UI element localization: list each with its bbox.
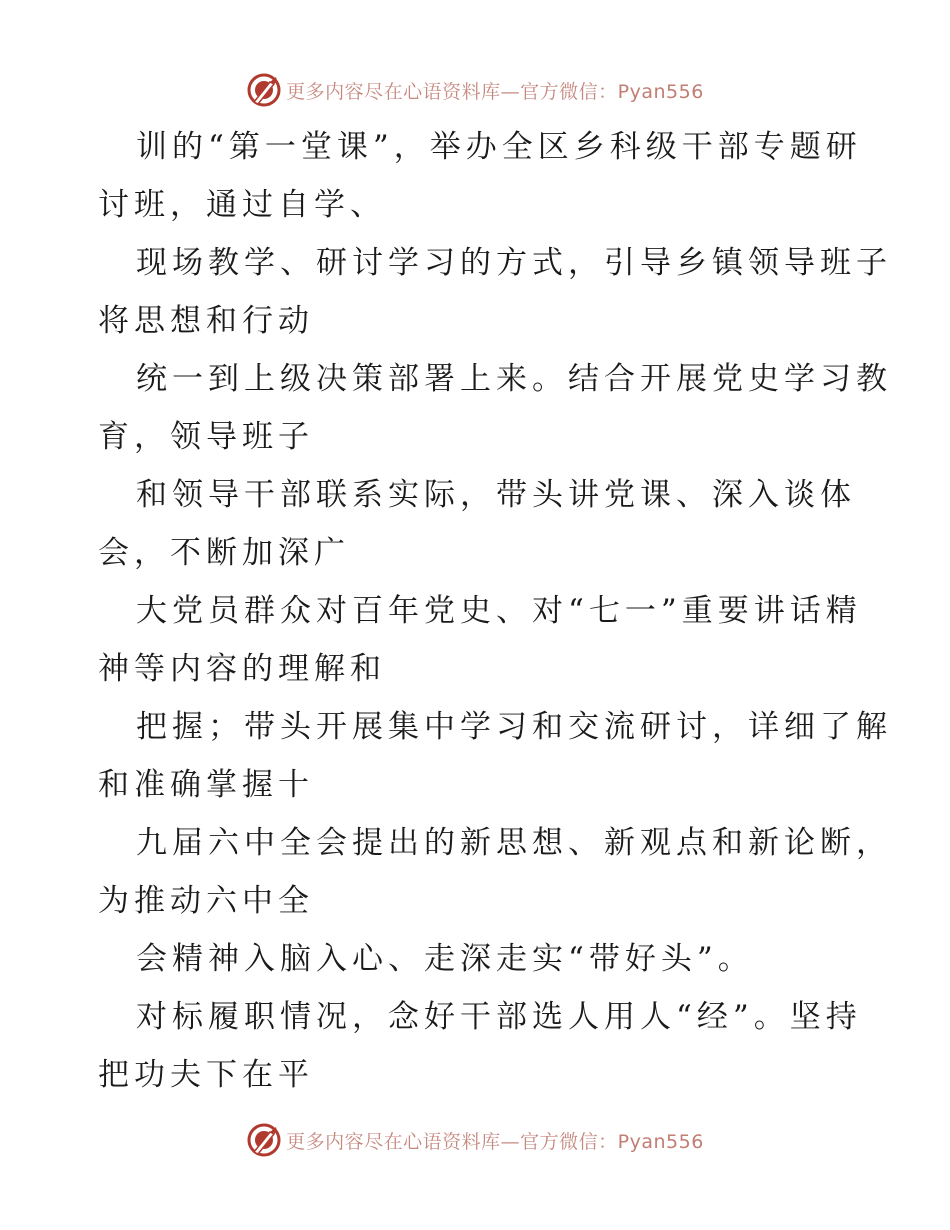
- text-line: 把功夫下在平: [98, 1057, 314, 1093]
- text-line: 和准确掌握十: [98, 767, 314, 803]
- paragraph: [98, 582, 862, 698]
- footer-watermark: [0, 1120, 950, 1160]
- paragraph: [98, 118, 862, 234]
- watermark-text: 更多内容尽在心语资料库—官方微信：: [286, 1130, 618, 1153]
- paragraph: [98, 466, 858, 582]
- text-line: 训的“第一堂课”，举办全区乡科级干部专题研: [136, 129, 862, 165]
- text-line: 会，不断加深广: [98, 535, 350, 571]
- text-line: 统一到上级决策部署上来。结合开展党史学习教: [136, 361, 892, 397]
- text-line: 对标履职情况，念好干部选人用人“经”。坚持: [136, 999, 862, 1035]
- watermark-text: 更多内容尽在心语资料库—官方微信：: [286, 80, 618, 103]
- text-line: 会精神入脑入心、走深走实“带好头”。: [136, 941, 754, 977]
- text-line: 现场教学、研讨学习的方式，引导乡镇领导班子: [136, 245, 892, 281]
- text-line: 和领导干部联系实际，带头讲党课、深入谈体: [136, 477, 856, 513]
- text-line: 讨班，通过自学、: [98, 187, 386, 223]
- header-watermark: [0, 70, 950, 110]
- text-line: 九届六中全会提出的新思想、新观点和新论断，: [136, 825, 892, 861]
- paragraph: [98, 988, 862, 1104]
- text-line: 育，领导班子: [98, 419, 314, 455]
- watermark-account: Pyan556: [617, 1130, 704, 1153]
- paragraph: [98, 350, 892, 466]
- watermark-account: Pyan556: [617, 80, 704, 103]
- paragraph: [98, 930, 858, 988]
- paragraph: [98, 814, 892, 930]
- text-line: 大党员群众对百年党史、对“七一”重要讲话精: [136, 593, 862, 629]
- paragraph: [98, 234, 892, 350]
- text-line: 神等内容的理解和: [98, 651, 386, 687]
- paragraph: [98, 698, 892, 814]
- pen-logo-icon: [246, 1122, 282, 1158]
- text-line: 将思想和行动: [98, 303, 314, 339]
- pen-logo-icon: [246, 72, 282, 108]
- document-body: [98, 118, 892, 1104]
- text-line: 把握；带头开展集中学习和交流研讨，详细了解: [136, 709, 892, 745]
- text-line: 为推动六中全: [98, 883, 314, 919]
